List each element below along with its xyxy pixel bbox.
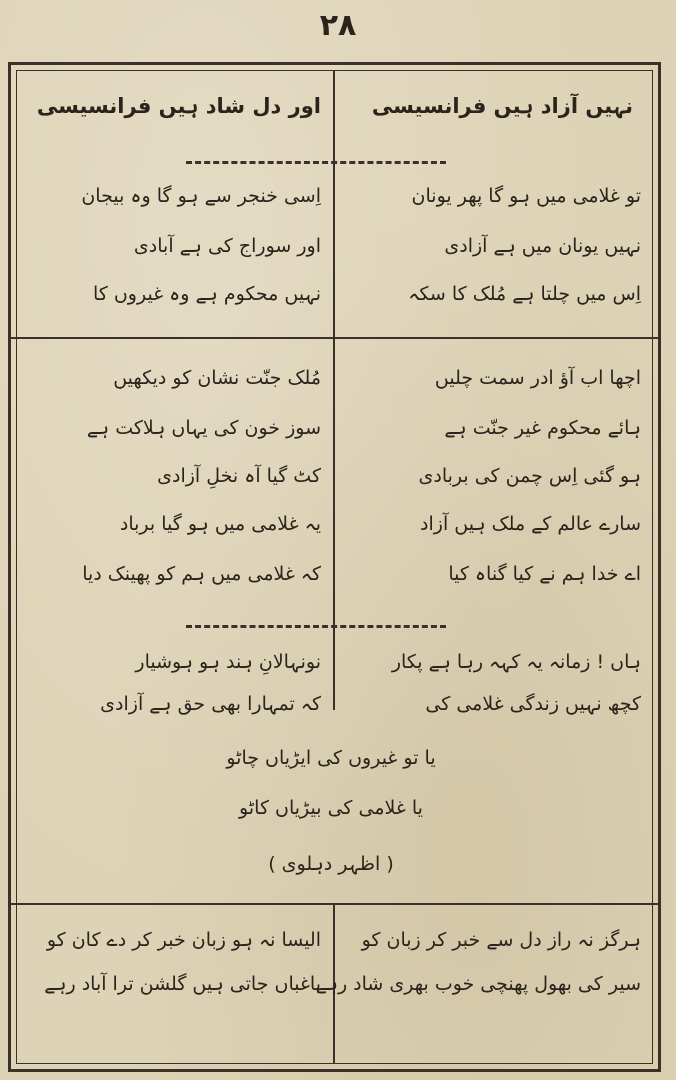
page-number: ۲۸ (319, 8, 357, 43)
section-divider-3 (186, 625, 446, 628)
s1-right-line-3: اِس میں چلتا ہے مُلک کا سکہ (408, 283, 641, 305)
center-column-divider (333, 70, 335, 710)
s2-right-line-5: اے خدا ہم نے کیا گناہ کیا (448, 563, 641, 585)
heading-left: اور دل شاد ہیں فرانسیسی (36, 94, 321, 118)
closing-line-2: یا غلامی کی بیڑیاں کاٹو (239, 797, 423, 819)
s3-left-line-1: نونہالانِ ہند ہو ہوشیار (135, 651, 321, 673)
s1-left-line-2: اور سوراج کی ہے آبادی (133, 235, 321, 257)
s3-right-line-2: کچھ نہیں زندگی غلامی کی (425, 693, 641, 715)
closing-line-1: یا تو غیروں کی ایڑیاں چاٹو (226, 747, 436, 769)
s3-left-line-2: کہ تمہارا بھی حق ہے آزادی (100, 693, 321, 715)
footer-left-line-1: الیسا نہ ہو زبان خبر کر دے کان کو (46, 929, 321, 951)
page-frame (8, 62, 661, 1072)
s1-right-line-2: نہیں یونان میں ہے آزادی (444, 235, 641, 257)
s2-right-line-1: اچھا اب آؤ ادر سمت چلیں (434, 367, 641, 389)
section-divider-2 (11, 337, 658, 339)
s3-right-line-1: ہاں ! زمانہ یہ کہہ رہا ہے پکار (391, 651, 641, 673)
s2-left-line-5: کہ غلامی میں ہم کو پھینک دیا (82, 563, 321, 585)
section-divider-1 (186, 161, 446, 164)
s2-right-line-4: سارے عالم کے ملک ہیں آزاد (420, 513, 641, 535)
footer-right-line-1: ہرگز نہ راز دل سے خبر کر زبان کو (361, 929, 641, 951)
s2-left-line-3: کٹ گیا آہ نخلِ آزادی (157, 465, 321, 487)
heading-right: نہیں آزاد ہیں فرانسیسی (371, 94, 633, 118)
poet-signature: ( اظہر دہلوی ) (268, 853, 394, 875)
footer-right-line-2: سیر کی بھول پھنچی خوب بھری شاد رہے (315, 973, 641, 995)
s1-left-line-1: اِسی خنجر سے ہو گا وہ بیجان (81, 185, 321, 207)
s2-left-line-4: یہ غلامی میں ہو گیا برباد (119, 513, 321, 535)
s1-left-line-3: نہیں محکوم ہے وہ غیروں کا (92, 283, 321, 305)
s2-left-line-1: مُلک جنّت نشان کو دیکھیں (113, 367, 321, 389)
s2-right-line-3: ہو گئی اِس چمن کی بربادی (418, 465, 641, 487)
s2-left-line-2: سوز خون کی یہاں ہلاکت ہے (86, 417, 321, 439)
s1-right-line-1: تو غلامی میں ہو گا پھر یونان (411, 185, 641, 207)
s2-right-line-2: ہائے محکوم غیر جنّت ہے (444, 417, 641, 439)
footer-left-line-2: باغباں جاتی ہیں گلشن ترا آباد رہے (44, 973, 321, 995)
